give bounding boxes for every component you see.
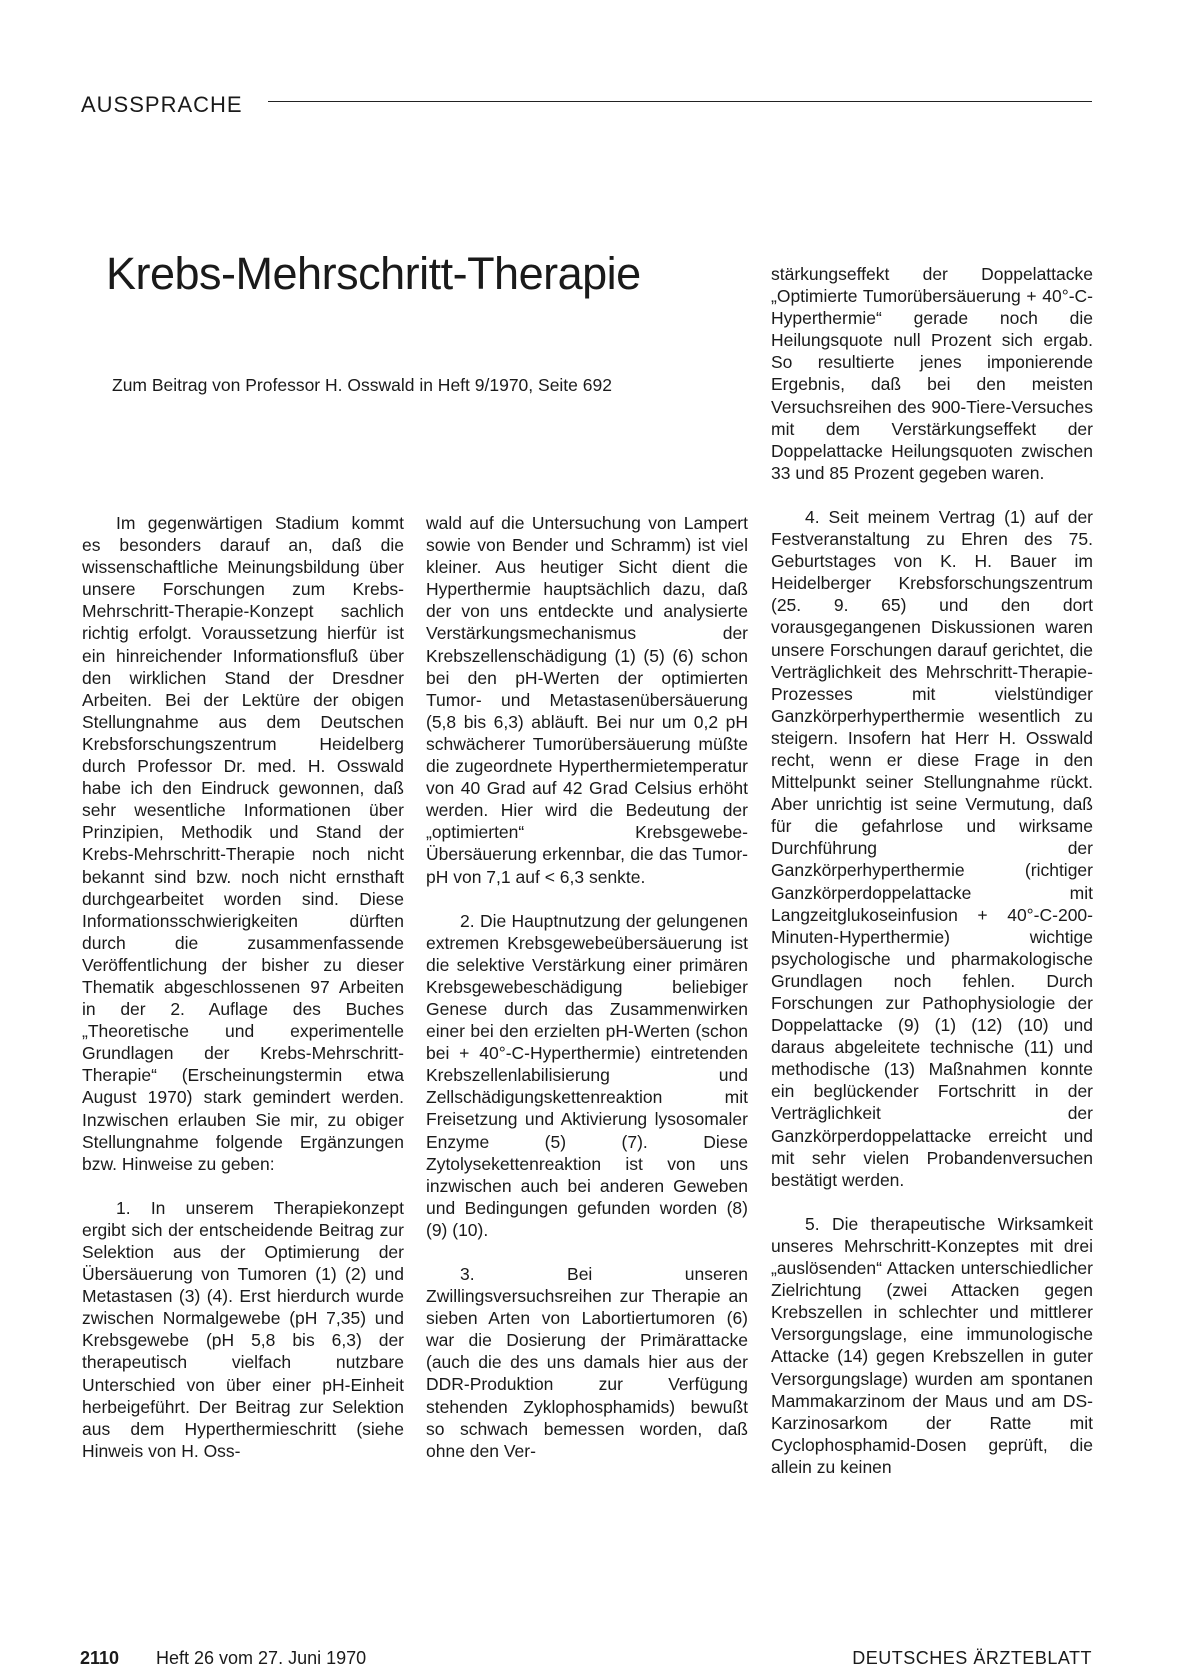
text-column-2 xyxy=(426,512,748,1462)
text-column-3 xyxy=(771,263,1093,1478)
paragraph: wald auf die Untersuchung von Lampert sowie von Bender und Schramm) ist viel kleiner. Aus heutiger Sicht dient die Hyperthermie hauptsächlich dazu, daß der von uns entdeckte und analysierte Verstärkungsmechanismus der Krebszellenschädigung (1) (5) (6) schon bei den pH-Werten der optimierten Tumor- und Metastasenübersäuerung (5,8 bis 6,3) abläuft. Bei nur um 0,2 pH schwächerer Tumorübersäuerung müßte die zugeordnete Hyperthermietemperatur von 40 Grad auf 42 Grad Celsius erhöht werden. Hier wird die Bedeutung der „optimierten“ Krebsgewebe-Übersäuerung erkennbar, die das Tumor-pH von 7,1 auf < 6,3 senkte. xyxy=(426,513,748,887)
journal-name: DEUTSCHES ÄRZTEBLATT xyxy=(852,1648,1092,1668)
paragraph-gap xyxy=(771,1191,1093,1213)
paragraph-gap xyxy=(771,484,1093,506)
paragraph-gap xyxy=(82,1175,404,1197)
article-title: Krebs-Mehrschritt-Therapie xyxy=(106,248,641,299)
page-number: 2110 xyxy=(80,1648,120,1668)
paragraph: 4. Seit meinem Vertrag (1) auf der Festveranstaltung zu Ehren des 75. Geburtstages von K. H. Bauer im Heidelberger Krebsforschungszentrum (25. 9. 65) und den dort vorausgegangenen Diskussionen waren unsere Forschungen darauf gerichtet, die Verträglichkeit des Mehrschritt-Therapie-Prozesses mit vielstündiger Ganzkörperhyperthermie wesentlich zu steigern. Insofern hat Herr H. Osswald recht, wenn er diese Frage in den Mittelpunkt seiner Stellungnahme rückt. Aber unrichtig ist seine Vermutung, daß für die gefahrlose und wirksame Durchführung der Ganzkörperhyperthermie (richtiger Ganzkörperdoppelattacke mit Langzeitglukoseinfusion + 40°-C-200-Minuten-Hyperthermie) wichtige psychologische und pharmakologische Grundlagen noch fehlen. Durch Forschungen zur Pathophysiologie der Doppelattacke (9) (1) (12) (10) und daraus abgeleitete technische (11) und methodische (13) Maßnahmen konnte ein beglückender Fortschritt in der Verträglichkeit der Ganzkörperdoppelattacke erreicht und mit sehr vielen Probandenversuchen bestätigt werden. xyxy=(771,506,1093,1190)
paragraph: Im gegenwärtigen Stadium kommt es besonders darauf an, daß die wissenschaftliche Meinungsbildung über unsere Forschungen zum Krebs-Mehrschritt-Therapie-Konzept sachlich richtig erfolgt. Voraussetzung hierfür ist ein hinreichender Informationsfluß über den wirklichen Stand der Dresdner Arbeiten. Bei der Lektüre der obigen Stellungnahme aus dem Deutschen Krebsforschungszentrum Heidelberg durch Professor Dr. med. H. Osswald habe ich den Eindruck gewonnen, daß sehr wesentliche Informationen über Prinzipien, Methodik und Stand der Krebs-Mehrschritt-Therapie noch nicht bekannt sind bzw. noch nicht ernsthaft durchgearbeitet worden sind. Diese Informationsschwierigkeiten dürften durch die zusammenfassende Veröffentlichung der bisher zu dieser Thematik abgeschlossenen 97 Arbeiten in der 2. Auflage des Buches „Theoretische und experimentelle Grundlagen der Krebs-Mehrschritt-Therapie“ (Erscheinungstermin etwa August 1970) stark gemindert werden. Inzwischen erlauben Sie mir, zu obiger Stellungnahme folgende Ergänzungen bzw. Hinweise zu geben: xyxy=(82,513,404,1174)
text-column-1 xyxy=(82,512,404,1462)
section-rule xyxy=(268,101,1092,102)
paragraph: stärkungseffekt der Doppelattacke „Optimierte Tumorübersäuerung + 40°-C-Hyperthermie“ gerade noch die Heilungsquote null Prozent sich ergab. So resultierte jenes imponierende Ergebnis, daß bei den meisten Versuchsreihen des 900-Tiere-Versuches mit dem Verstärkungseffekt der Doppelattacke Heilungsquoten zwischen 33 und 85 Prozent gegeben waren. xyxy=(771,264,1093,483)
issue-info: Heft 26 vom 27. Juni 1970 xyxy=(156,1648,367,1668)
paragraph: 3. Bei unseren Zwillingsversuchsreihen zur Therapie an sieben Arten von Labortiertumoren (6) war die Dosierung der Primärattacke (auch die des uns damals hier aus der DDR-Produktion zur Verfügung stehenden Zyklophosphamids) bewußt so schwach bemessen worden, daß ohne den Ver- xyxy=(426,1264,748,1461)
paragraph: 5. Die therapeutische Wirksamkeit unseres Mehrschritt-Konzeptes mit drei „auslösenden“ Attacken unterschiedlicher Zielrichtung (zwei Attacken gegen Krebszellen in schlechter und mittlerer Versorgungslage, eine immunologische Attacke (14) gegen Krebszellen in guter Versorgungslage) wurden am spontanen Mammakarzinom der Maus und am DS-Karzinosarkom der Ratte mit Cyclophosphamid-Dosen geprüft, die allein zu keinen xyxy=(771,1213,1093,1477)
paragraph: 2. Die Hauptnutzung der gelungenen extremen Krebsgewebeübersäuerung ist die selektive Verstärkung einer primären Krebsgewebeschädigung beliebiger Genese durch das Zusammenwirken einer bei den erzielten pH-Werten (schon bei + 40°-C-Hyperthermie) eintretenden Krebszellenlabilisierung und Zellschädigungskettenreaktion mit Freisetzung und Aktivierung lysosomaler Enzyme (5) (7). Diese Zytolysekettenreaktion ist von uns inzwischen auch bei anderen Geweben und Bedingungen gefunden worden (8) (9) (10). xyxy=(426,910,748,1240)
article-subtitle: Zum Beitrag von Professor H. Osswald in Heft 9/1970, Seite 692 xyxy=(112,375,612,395)
paragraph-gap xyxy=(426,888,748,910)
section-label: AUSSPRACHE xyxy=(81,92,243,117)
paragraph-gap xyxy=(426,1241,748,1263)
paragraph: 1. In unserem Therapiekonzept ergibt sich der entscheidende Beitrag zur Selektion aus der Optimierung der Übersäuerung von Tumoren (1) (2) und Metastasen (3) (4). Erst hierdurch wurde zwischen Normalgewebe (pH 7,35) und Krebsgewebe (pH 5,8 bis 6,3) der therapeutisch vielfach nutzbare Unterschied von über einer pH-Einheit herbeigeführt. Der Beitrag zur Selektion aus dem Hyperthermieschritt (siehe Hinweis von H. Oss- xyxy=(82,1197,404,1461)
